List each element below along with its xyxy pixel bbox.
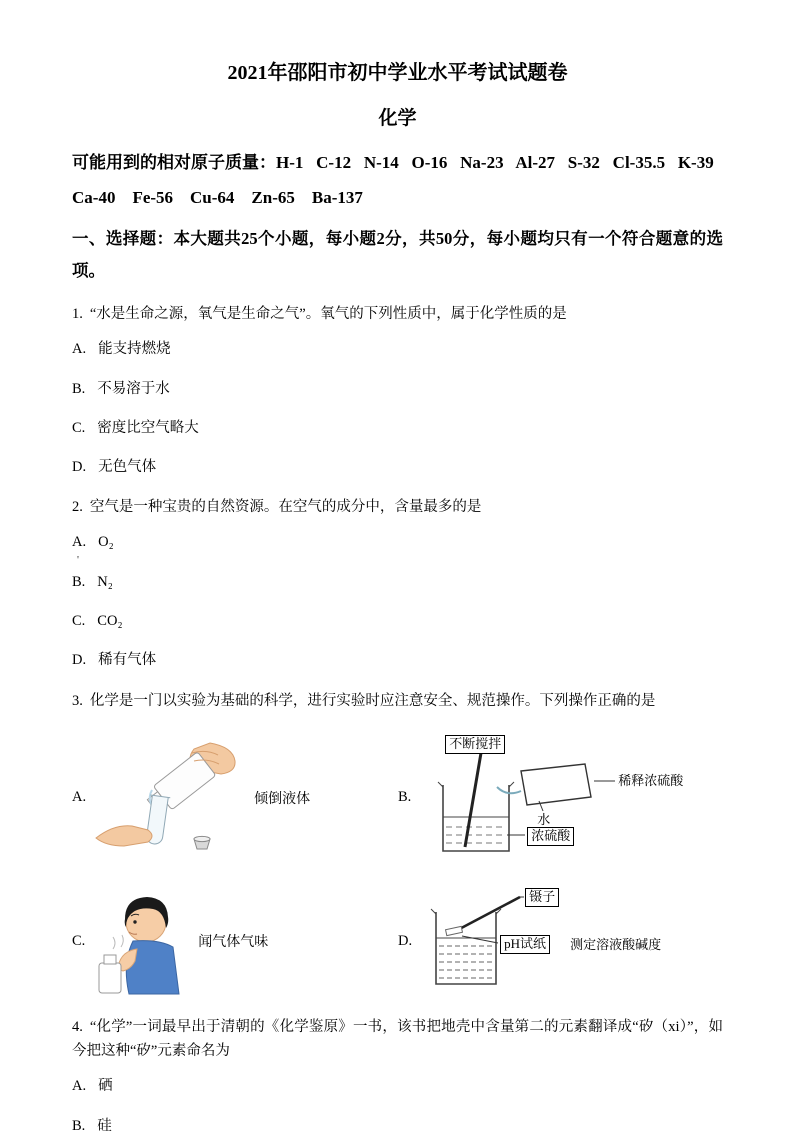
option-label: B. xyxy=(72,380,86,397)
question-number: 4. xyxy=(72,1019,83,1036)
question-number: 1. xyxy=(72,306,83,323)
figure-option-c xyxy=(72,889,398,994)
question-2-option-d xyxy=(72,650,723,670)
option-label: B. xyxy=(72,1117,86,1134)
stray-mark: ' xyxy=(77,554,79,567)
question-text: “化学”一词最早出于清朝的《化学鉴原》一书，该书把地壳中含量第二的元素翻译成“矽（xi）”，如今把这种“矽”元素命名为 xyxy=(72,1019,723,1060)
annotation-ph-paper: pH试纸 xyxy=(500,935,550,953)
annotation-acid: 浓硫酸 xyxy=(527,827,574,845)
option-label: A. xyxy=(72,534,87,551)
option-text: 密度比空气略大 xyxy=(97,419,199,436)
question-3-figures xyxy=(72,735,723,996)
figure-option-d xyxy=(398,886,723,996)
option-label: A. xyxy=(72,789,87,806)
question-number: 2. xyxy=(72,499,83,516)
question-4 xyxy=(72,1016,723,1135)
question-1 xyxy=(72,303,723,477)
question-1-option-d xyxy=(72,457,723,477)
annotation-tweezers: 镊子 xyxy=(525,888,559,906)
question-1-option-a xyxy=(72,339,723,359)
option-label: D. xyxy=(398,932,413,949)
question-4-stem xyxy=(72,1016,723,1064)
figure-caption: 倾倒液体 xyxy=(254,791,311,807)
question-2-option-c xyxy=(72,611,723,631)
question-number: 3. xyxy=(72,692,83,709)
annotation-stir: 不断搅拌 xyxy=(445,735,505,753)
question-2-option-a xyxy=(72,532,723,567)
question-1-option-b xyxy=(72,379,723,399)
question-3-stem xyxy=(72,690,723,714)
question-2-stem xyxy=(72,496,723,520)
question-text: “水是生命之源，氧气是生命之气”。氧气的下列性质中，属于化学性质的是 xyxy=(89,306,567,323)
question-text: 化学是一门以实验为基础的科学，进行实验时应注意安全、规范操作。下列操作正确的是 xyxy=(89,692,656,709)
figure-caption: 测定溶液酸碱度 xyxy=(570,937,662,953)
question-2-option-b xyxy=(72,572,723,592)
question-4-option-a xyxy=(72,1076,723,1096)
option-text: N₂ xyxy=(97,573,113,590)
pour-liquid-figure xyxy=(94,740,244,855)
figure-caption: 闻气体气味 xyxy=(198,935,269,951)
option-label: B. xyxy=(72,573,86,590)
atomic-masses-line-2: Ca-40 Fe-56 Cu-64 Zn-65 Ba-137 xyxy=(72,188,363,207)
option-text: 稀有气体 xyxy=(98,652,157,669)
option-label: A. xyxy=(72,1078,87,1095)
figure-option-b xyxy=(398,735,723,860)
option-text: 能支持燃烧 xyxy=(98,341,171,358)
option-label: B. xyxy=(398,789,412,806)
question-1-stem xyxy=(72,303,723,327)
smell-gas-figure xyxy=(93,889,188,994)
dilute-acid-figure xyxy=(419,735,699,860)
pour-liquid-illustration xyxy=(94,740,244,855)
annotation-water: 水 xyxy=(537,812,551,828)
option-label: D. xyxy=(72,459,87,476)
figure-caption: 稀释浓硫酸 xyxy=(618,773,684,789)
option-text: 硅 xyxy=(97,1117,112,1134)
question-text: 空气是一种宝贵的自然资源。在空气的成分中，含量最多的是 xyxy=(89,499,482,516)
question-3 xyxy=(72,690,723,997)
ph-test-figure xyxy=(420,886,700,996)
option-label: A. xyxy=(72,341,87,358)
option-label: D. xyxy=(72,652,87,669)
smell-gas-illustration xyxy=(93,889,188,994)
option-label: C. xyxy=(72,419,86,436)
question-1-option-c xyxy=(72,418,723,438)
option-text: 硒 xyxy=(98,1078,113,1095)
figure-option-a xyxy=(72,740,398,855)
atomic-masses-line-1: 可能用到的相对原子质量：H-1 C-12 N-14 O-16 Na-23 Al-27 S-32 Cl-35.5 K-39 xyxy=(72,153,714,172)
option-text: 不易溶于水 xyxy=(97,380,170,397)
option-text: 无色气体 xyxy=(98,459,157,476)
subject-title: 化学 xyxy=(378,108,417,129)
option-text: CO₂ xyxy=(97,612,123,629)
question-4-option-b xyxy=(72,1116,723,1136)
question-2 xyxy=(72,496,723,670)
section-one-header: 一、选择题：本大题共25个小题，每小题2分，共50分，每小题均只有一个符合题意的选项。 xyxy=(72,229,723,281)
exam-title: 2021年邵阳市初中学业水平考试试题卷 xyxy=(227,62,568,84)
option-label: C. xyxy=(72,612,86,629)
option-text: O₂ xyxy=(98,534,114,551)
option-label: C. xyxy=(72,932,86,949)
